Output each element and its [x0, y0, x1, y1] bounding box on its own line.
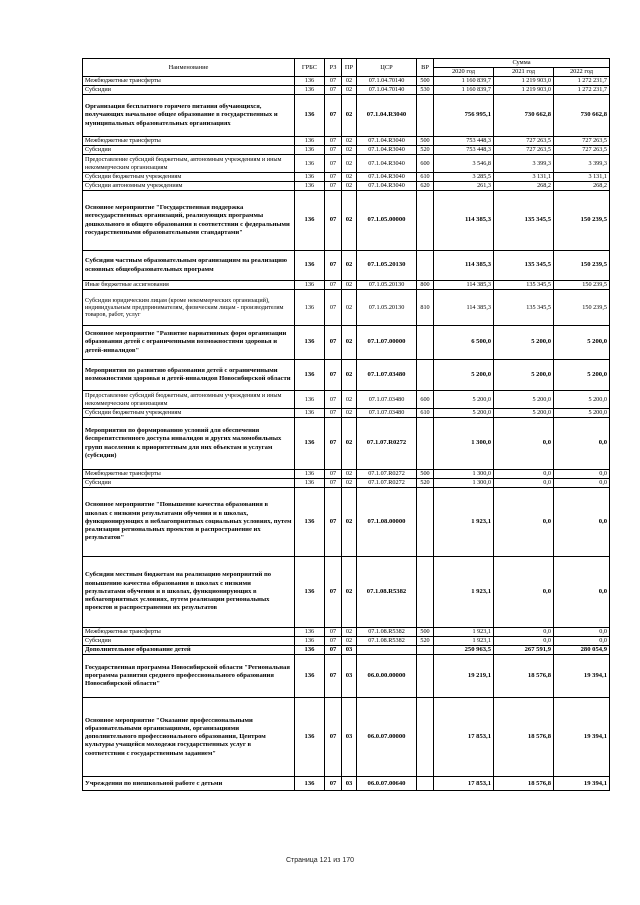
- row-sum-2020: 261,3: [434, 182, 494, 191]
- row-vr: [417, 655, 434, 698]
- row-vr: [417, 557, 434, 628]
- row-vr: 520: [417, 479, 434, 488]
- row-vr: 530: [417, 86, 434, 95]
- row-pr: 02: [342, 628, 357, 637]
- row-rz: 07: [325, 557, 342, 628]
- row-name: Предоставление субсидий бюджетным, автономным учреждениям и иным некоммерческим организациям: [83, 391, 295, 409]
- header-name: Наименование: [83, 59, 295, 77]
- header-rz: РЗ: [325, 59, 342, 77]
- row-rz: 07: [325, 281, 342, 290]
- row-sum-2022: 5 200,0: [554, 391, 610, 409]
- row-sum-2022: 19 394,1: [554, 777, 610, 791]
- table-row: [83, 646, 610, 655]
- row-sum-2022: 0,0: [554, 479, 610, 488]
- table-row: [83, 360, 610, 391]
- row-sum-2021: 0,0: [494, 628, 554, 637]
- row-csr: 07.1.05.00000: [357, 191, 417, 251]
- document-page: [82, 58, 609, 791]
- row-vr: 610: [417, 173, 434, 182]
- row-vr: [417, 251, 434, 281]
- budget-table: [82, 58, 610, 791]
- row-sum-2022: 5 200,0: [554, 326, 610, 360]
- row-pr: 02: [342, 86, 357, 95]
- row-sum-2020: 1 300,0: [434, 470, 494, 479]
- row-sum-2020: 19 219,1: [434, 655, 494, 698]
- row-sum-2020: 6 500,0: [434, 326, 494, 360]
- row-sum-2021: 268,2: [494, 182, 554, 191]
- row-csr: 07.1.04.R3040: [357, 95, 417, 137]
- row-sum-2022: 5 200,0: [554, 409, 610, 418]
- row-rz: 07: [325, 191, 342, 251]
- row-vr: 600: [417, 391, 434, 409]
- row-rz: 07: [325, 777, 342, 791]
- header-year-2022: 2022 год: [554, 68, 610, 77]
- row-grbs: 136: [295, 488, 325, 557]
- row-grbs: 136: [295, 191, 325, 251]
- row-csr: 07.1.04.70140: [357, 86, 417, 95]
- row-sum-2022: 280 054,9: [554, 646, 610, 655]
- row-grbs: 136: [295, 777, 325, 791]
- row-grbs: 136: [295, 95, 325, 137]
- row-grbs: 136: [295, 637, 325, 646]
- row-sum-2022: 268,2: [554, 182, 610, 191]
- row-sum-2022: 1 272 231,7: [554, 86, 610, 95]
- row-pr: 03: [342, 777, 357, 791]
- row-grbs: 136: [295, 182, 325, 191]
- row-sum-2020: 1 923,1: [434, 557, 494, 628]
- row-grbs: 136: [295, 146, 325, 155]
- table-row: [83, 155, 610, 173]
- table-row: [83, 637, 610, 646]
- row-sum-2022: 0,0: [554, 488, 610, 557]
- table-row: [83, 182, 610, 191]
- row-sum-2020: 756 995,1: [434, 95, 494, 137]
- row-sum-2020: 1 160 839,7: [434, 86, 494, 95]
- row-rz: 07: [325, 182, 342, 191]
- row-sum-2021: 5 200,0: [494, 360, 554, 391]
- table-row: [83, 173, 610, 182]
- row-vr: [417, 326, 434, 360]
- row-name: Субсидии юридическим лицам (кроме некоммерческих организаций), индивидуальным предпринимателям, физическим лицам - производителям товаров, работ, услуг: [83, 290, 295, 326]
- row-name: Мероприятия по формированию условий для обеспечения беспрепятственного доступа инвалидов и других маломобильных групп населения к приоритетным для них объектам и услугам (субсидии): [83, 418, 295, 470]
- row-sum-2020: 17 853,1: [434, 777, 494, 791]
- row-vr: [417, 698, 434, 777]
- row-pr: 02: [342, 488, 357, 557]
- table-row: [83, 146, 610, 155]
- row-sum-2021: 727 263,5: [494, 137, 554, 146]
- row-name: Дополнительное образование детей: [83, 646, 295, 655]
- row-name: Мероприятия по развитию образования детей с ограниченными возможностями здоровья и детей-инвалидов Новосибирской области: [83, 360, 295, 391]
- row-csr: 07.1.07.R0272: [357, 470, 417, 479]
- row-rz: 07: [325, 418, 342, 470]
- table-row: [83, 77, 610, 86]
- row-pr: 02: [342, 281, 357, 290]
- row-sum-2020: 5 200,0: [434, 409, 494, 418]
- row-pr: 02: [342, 409, 357, 418]
- row-sum-2020: 1 300,0: [434, 479, 494, 488]
- table-row: [83, 777, 610, 791]
- row-name: Субсидии автономным учреждениям: [83, 182, 295, 191]
- table-row: [83, 191, 610, 251]
- row-pr: 02: [342, 173, 357, 182]
- row-sum-2022: 0,0: [554, 637, 610, 646]
- row-sum-2020: 114 385,3: [434, 251, 494, 281]
- row-sum-2020: 1 923,1: [434, 488, 494, 557]
- row-sum-2022: 3 131,1: [554, 173, 610, 182]
- row-pr: 02: [342, 191, 357, 251]
- row-grbs: 136: [295, 698, 325, 777]
- row-sum-2021: 0,0: [494, 418, 554, 470]
- row-name: Учреждения по внешкольной работе с детьми: [83, 777, 295, 791]
- row-vr: 500: [417, 77, 434, 86]
- row-pr: 02: [342, 155, 357, 173]
- header-year-2020: 2020 год: [434, 68, 494, 77]
- row-csr: 07.1.08.R5382: [357, 557, 417, 628]
- row-rz: 07: [325, 698, 342, 777]
- row-csr: 07.1.07.03480: [357, 391, 417, 409]
- row-sum-2020: 1 300,0: [434, 418, 494, 470]
- row-sum-2021: 18 576,8: [494, 777, 554, 791]
- row-sum-2021: 18 576,8: [494, 698, 554, 777]
- row-pr: 02: [342, 251, 357, 281]
- row-pr: 02: [342, 557, 357, 628]
- table-row: [83, 95, 610, 137]
- row-rz: 07: [325, 146, 342, 155]
- row-sum-2022: 727 263,5: [554, 137, 610, 146]
- row-name: Предоставление субсидий бюджетным, автономным учреждениям и иным некоммерческим организациям: [83, 155, 295, 173]
- row-pr: 02: [342, 391, 357, 409]
- table-header: [83, 59, 610, 77]
- row-sum-2020: 114 385,3: [434, 281, 494, 290]
- header-year-2021: 2021 год: [494, 68, 554, 77]
- row-rz: 07: [325, 86, 342, 95]
- table-row: [83, 251, 610, 281]
- row-csr: 06.0.07.00640: [357, 777, 417, 791]
- row-pr: 02: [342, 418, 357, 470]
- row-rz: 07: [325, 479, 342, 488]
- table-row: [83, 290, 610, 326]
- row-rz: 07: [325, 646, 342, 655]
- table-row: [83, 628, 610, 637]
- row-grbs: 136: [295, 360, 325, 391]
- row-name: Субсидии частным образовательным организациям на реализацию основных общеобразовательных программ: [83, 251, 295, 281]
- row-name: Субсидии: [83, 479, 295, 488]
- table-row: [83, 409, 610, 418]
- row-csr: 06.0.00.00000: [357, 655, 417, 698]
- row-sum-2021: 18 576,8: [494, 655, 554, 698]
- row-rz: 07: [325, 251, 342, 281]
- row-vr: 610: [417, 409, 434, 418]
- row-name: Организация бесплатного горячего питания обучающихся, получающих начальное общее образование в государственных и муниципальных образовательных организациях: [83, 95, 295, 137]
- row-sum-2021: 135 345,5: [494, 281, 554, 290]
- row-csr: 07.1.04.R3040: [357, 155, 417, 173]
- row-csr: 07.1.05.20130: [357, 281, 417, 290]
- row-sum-2021: 727 263,5: [494, 146, 554, 155]
- row-sum-2022: 150 239,5: [554, 191, 610, 251]
- row-pr: 02: [342, 326, 357, 360]
- row-csr: 07.1.08.00000: [357, 488, 417, 557]
- row-name: Основное мероприятие "Оказание профессиональными образовательными организациями, организациями дополнительного профессионального образования, Центром культуры учащейся молодежи государственных услуг в соответствии с государственным заданием": [83, 698, 295, 777]
- row-sum-2022: 150 239,5: [554, 290, 610, 326]
- row-csr: 07.1.07.00000: [357, 326, 417, 360]
- row-sum-2020: 1 160 839,7: [434, 77, 494, 86]
- row-sum-2021: 5 200,0: [494, 391, 554, 409]
- row-vr: 800: [417, 281, 434, 290]
- table-row: [83, 326, 610, 360]
- row-grbs: 136: [295, 326, 325, 360]
- row-sum-2022: 3 399,3: [554, 155, 610, 173]
- row-name: Межбюджетные трансферты: [83, 77, 295, 86]
- row-vr: 520: [417, 637, 434, 646]
- row-name: Субсидии бюджетным учреждениям: [83, 409, 295, 418]
- row-pr: 03: [342, 646, 357, 655]
- header-grbs: ГРБС: [295, 59, 325, 77]
- row-name: Межбюджетные трансферты: [83, 628, 295, 637]
- row-sum-2021: 1 219 903,0: [494, 86, 554, 95]
- row-name: Основное мероприятие "Развитие вариативных форм организации образования детей с ограниченными возможностями здоровья и детей-инвалидов": [83, 326, 295, 360]
- row-name: Иные бюджетные ассигнования: [83, 281, 295, 290]
- row-name: Основное мероприятие "Повышение качества образования в школах с низкими результатами обучения и в школах, функционирующих в неблагоприятных социальных условиях, путем реализации региональных проектов и распространение их результатов": [83, 488, 295, 557]
- row-sum-2022: 727 263,5: [554, 146, 610, 155]
- row-grbs: 136: [295, 173, 325, 182]
- row-sum-2022: 0,0: [554, 628, 610, 637]
- row-vr: [417, 95, 434, 137]
- row-rz: 07: [325, 155, 342, 173]
- row-grbs: 136: [295, 251, 325, 281]
- row-csr: 06.0.07.00000: [357, 698, 417, 777]
- row-sum-2021: 135 345,5: [494, 290, 554, 326]
- row-sum-2020: 17 853,1: [434, 698, 494, 777]
- row-name: Субсидии: [83, 86, 295, 95]
- row-rz: 07: [325, 290, 342, 326]
- row-csr: 07.1.07.03480: [357, 360, 417, 391]
- row-rz: 07: [325, 95, 342, 137]
- row-name: Субсидии: [83, 637, 295, 646]
- row-sum-2021: 730 662,8: [494, 95, 554, 137]
- row-csr: 07.1.04.R3040: [357, 146, 417, 155]
- table-body: [83, 77, 610, 791]
- row-csr: 07.1.08.R5382: [357, 637, 417, 646]
- row-sum-2021: 135 345,5: [494, 191, 554, 251]
- table-row: [83, 655, 610, 698]
- row-csr: 07.1.07.03480: [357, 409, 417, 418]
- row-pr: 02: [342, 470, 357, 479]
- row-grbs: 136: [295, 479, 325, 488]
- row-grbs: 136: [295, 86, 325, 95]
- row-sum-2022: 19 394,1: [554, 698, 610, 777]
- row-vr: 810: [417, 290, 434, 326]
- row-sum-2021: 3 399,3: [494, 155, 554, 173]
- table-row: [83, 418, 610, 470]
- row-sum-2022: 0,0: [554, 470, 610, 479]
- row-pr: 02: [342, 77, 357, 86]
- row-rz: 07: [325, 326, 342, 360]
- row-grbs: 136: [295, 391, 325, 409]
- row-sum-2021: 0,0: [494, 479, 554, 488]
- table-row: [83, 281, 610, 290]
- row-pr: 02: [342, 95, 357, 137]
- row-sum-2020: 1 923,1: [434, 628, 494, 637]
- row-grbs: 136: [295, 557, 325, 628]
- row-sum-2021: 0,0: [494, 488, 554, 557]
- row-grbs: 136: [295, 470, 325, 479]
- table-row: [83, 391, 610, 409]
- row-vr: [417, 418, 434, 470]
- table-row: [83, 698, 610, 777]
- row-name: Межбюджетные трансферты: [83, 137, 295, 146]
- row-name: Государственная программа Новосибирской области "Региональная программа развития среднего профессионального образования Новосибирской области": [83, 655, 295, 698]
- row-pr: 02: [342, 360, 357, 391]
- row-sum-2022: 0,0: [554, 418, 610, 470]
- row-csr: 07.1.04.70140: [357, 77, 417, 86]
- row-vr: 520: [417, 146, 434, 155]
- row-rz: 07: [325, 655, 342, 698]
- row-rz: 07: [325, 488, 342, 557]
- row-vr: 500: [417, 137, 434, 146]
- row-csr: 07.1.07.R0272: [357, 418, 417, 470]
- row-csr: 07.1.08.R5382: [357, 628, 417, 637]
- row-name: Субсидии местным бюджетам на реализацию мероприятий по повышению качества образования в школах с низкими результатами обучения и в школах, функционирующих в неблагоприятных условиях, путем реализации региональных проектов и распространения их результатов: [83, 557, 295, 628]
- row-sum-2021: 1 219 903,0: [494, 77, 554, 86]
- row-sum-2020: 250 963,5: [434, 646, 494, 655]
- row-grbs: 136: [295, 655, 325, 698]
- row-sum-2022: 730 662,8: [554, 95, 610, 137]
- row-csr: 07.1.05.20130: [357, 251, 417, 281]
- row-name: Субсидии бюджетным учреждениям: [83, 173, 295, 182]
- row-pr: 02: [342, 479, 357, 488]
- row-sum-2020: 5 200,0: [434, 391, 494, 409]
- table-row: [83, 137, 610, 146]
- row-sum-2020: 3 285,5: [434, 173, 494, 182]
- row-pr: 02: [342, 146, 357, 155]
- row-sum-2022: 150 239,5: [554, 281, 610, 290]
- row-sum-2021: 0,0: [494, 637, 554, 646]
- row-csr: [357, 646, 417, 655]
- row-grbs: 136: [295, 628, 325, 637]
- row-rz: 07: [325, 137, 342, 146]
- table-row: [83, 488, 610, 557]
- row-sum-2020: 114 385,3: [434, 191, 494, 251]
- row-rz: 07: [325, 637, 342, 646]
- row-sum-2022: 1 272 231,7: [554, 77, 610, 86]
- row-sum-2022: 5 200,0: [554, 360, 610, 391]
- header-sum: Сумма: [434, 59, 610, 68]
- row-vr: 500: [417, 628, 434, 637]
- row-vr: [417, 488, 434, 557]
- row-sum-2020: 753 448,3: [434, 146, 494, 155]
- row-vr: 500: [417, 470, 434, 479]
- row-vr: [417, 360, 434, 391]
- row-grbs: 136: [295, 418, 325, 470]
- row-sum-2021: 135 345,5: [494, 251, 554, 281]
- row-vr: [417, 777, 434, 791]
- row-csr: 07.1.04.R3040: [357, 173, 417, 182]
- row-sum-2021: 0,0: [494, 557, 554, 628]
- row-rz: 07: [325, 77, 342, 86]
- row-sum-2021: 3 131,1: [494, 173, 554, 182]
- row-pr: 02: [342, 637, 357, 646]
- table-row: [83, 86, 610, 95]
- table-row: [83, 470, 610, 479]
- row-rz: 07: [325, 173, 342, 182]
- row-pr: 02: [342, 290, 357, 326]
- row-sum-2020: 1 923,1: [434, 637, 494, 646]
- row-name: Межбюджетные трансферты: [83, 470, 295, 479]
- row-vr: [417, 646, 434, 655]
- row-rz: 07: [325, 391, 342, 409]
- page-footer: Страница 121 из 170: [285, 857, 355, 864]
- row-grbs: 136: [295, 77, 325, 86]
- row-grbs: 136: [295, 137, 325, 146]
- row-pr: 02: [342, 137, 357, 146]
- row-rz: 07: [325, 409, 342, 418]
- row-rz: 07: [325, 360, 342, 391]
- row-pr: 03: [342, 698, 357, 777]
- row-sum-2020: 753 448,3: [434, 137, 494, 146]
- row-grbs: 136: [295, 646, 325, 655]
- row-grbs: 136: [295, 290, 325, 326]
- table-row: [83, 557, 610, 628]
- row-rz: 07: [325, 470, 342, 479]
- row-grbs: 136: [295, 281, 325, 290]
- row-name: Основное мероприятие "Государственная поддержка негосударственных организаций, реализующих программы дошкольного и общего образования в соответствии с федеральными государственными образовательными стандартами": [83, 191, 295, 251]
- row-sum-2021: 0,0: [494, 470, 554, 479]
- row-name: Субсидии: [83, 146, 295, 155]
- row-csr: 07.1.05.20130: [357, 290, 417, 326]
- header-vr: ВР: [417, 59, 434, 77]
- row-rz: 07: [325, 628, 342, 637]
- row-vr: 620: [417, 182, 434, 191]
- row-pr: 02: [342, 182, 357, 191]
- row-grbs: 136: [295, 155, 325, 173]
- row-sum-2020: 114 385,3: [434, 290, 494, 326]
- row-sum-2020: 5 200,0: [434, 360, 494, 391]
- row-sum-2021: 5 200,0: [494, 409, 554, 418]
- row-csr: 07.1.07.R0272: [357, 479, 417, 488]
- row-vr: [417, 191, 434, 251]
- row-csr: 07.1.04.R3040: [357, 137, 417, 146]
- row-sum-2022: 19 394,1: [554, 655, 610, 698]
- row-csr: 07.1.04.R3040: [357, 182, 417, 191]
- header-pr: ПР: [342, 59, 357, 77]
- row-vr: 600: [417, 155, 434, 173]
- row-grbs: 136: [295, 409, 325, 418]
- row-sum-2022: 150 239,5: [554, 251, 610, 281]
- row-sum-2021: 5 200,0: [494, 326, 554, 360]
- row-sum-2020: 3 546,8: [434, 155, 494, 173]
- header-csr: ЦСР: [357, 59, 417, 77]
- row-pr: 03: [342, 655, 357, 698]
- row-sum-2022: 0,0: [554, 557, 610, 628]
- row-sum-2021: 267 591,9: [494, 646, 554, 655]
- table-row: [83, 479, 610, 488]
